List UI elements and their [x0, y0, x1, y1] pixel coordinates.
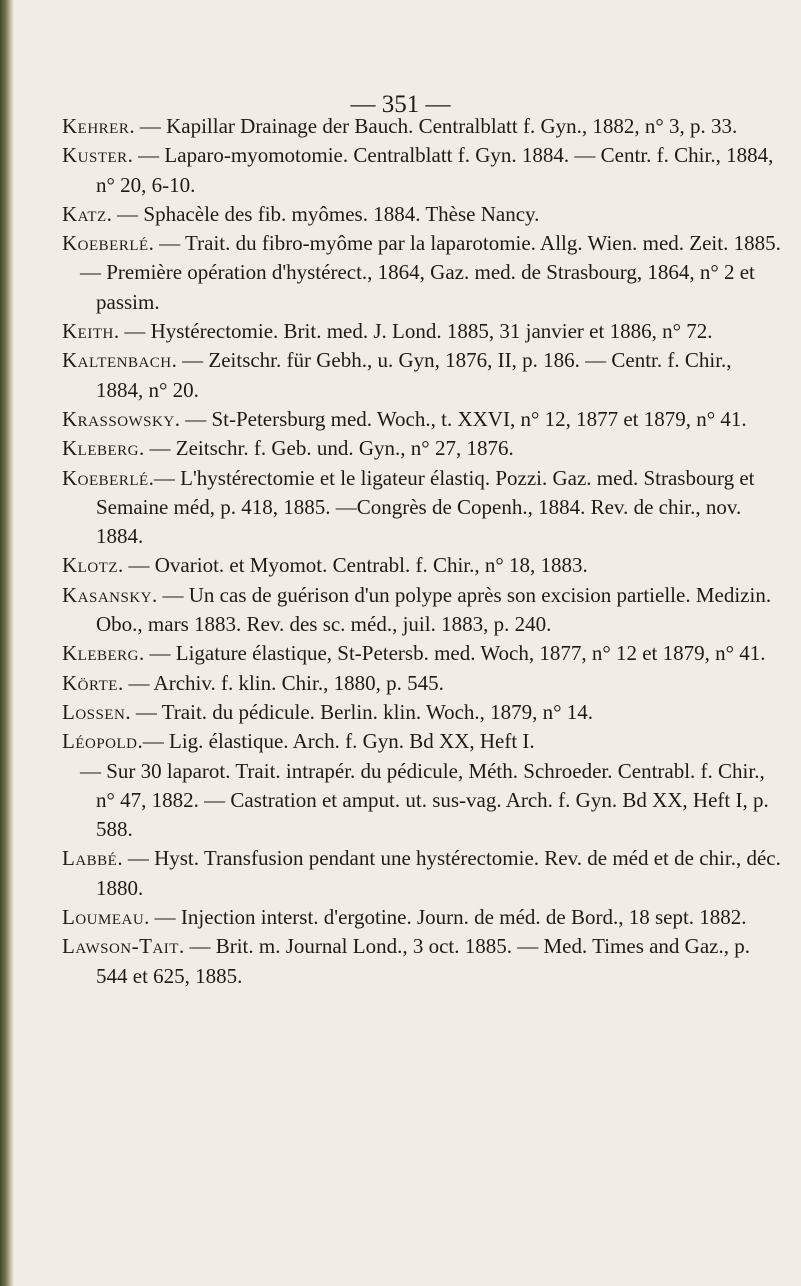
entry-author: Lawson-Tait: [62, 934, 179, 959]
entry-text: . — Trait. du pédicule. Berlin. klin. Woch., 1879, n° 14.: [125, 699, 594, 724]
bibliography-entry: [62, 844, 784, 903]
page-number: — 351 —: [350, 91, 451, 118]
bibliography-entry: [62, 141, 784, 200]
bibliography-entry: [62, 434, 784, 463]
entry-author: Koeberlé: [62, 231, 149, 256]
bibliography-list: [62, 112, 784, 991]
entry-text: . — Ligature élastique, St-Petersb. med. Woch, 1877, n° 12 et 1879, n° 41.: [139, 641, 766, 666]
bibliography-entry: [62, 229, 784, 258]
entry-author: Körte: [62, 670, 118, 695]
entry-text: .— Lig. élastique. Arch. f. Gyn. Bd XX, Heft I.: [137, 729, 535, 754]
entry-author: Kleberg: [62, 436, 139, 461]
bibliography-entry: [62, 639, 784, 668]
bibliography-entry: [62, 112, 784, 141]
entry-author: Keith: [62, 319, 114, 344]
bibliography-entry: [62, 903, 784, 932]
entry-text: . — Brit. m. Journal Lond., 3 oct. 1885. — Med. Times and Gaz., p. 544 et 625, 1885.: [96, 934, 750, 988]
entry-author: Lossen: [62, 699, 126, 724]
entry-text: . — Ovariot. et Myomot. Centrabl. f. Chir., n° 18, 1883.: [118, 553, 588, 578]
entry-text: . — Sphacèle des fib. myômes. 1884. Thèse Nancy.: [106, 201, 540, 226]
entry-text: — Sur 30 laparot. Trait. intrapér. du pédicule, Méth. Schroeder. Centrabl. f. Chir., n° 47, 1882. — Castration et amput. ut. sus-vag. Arch. f. Gyn. Bd XX, Heft I, p. 588.: [80, 758, 769, 842]
page-binding-edge: [0, 0, 14, 1286]
entry-author: Krassowsky: [62, 406, 175, 431]
entry-author: Kasansky: [62, 582, 153, 607]
bibliography-entry: [62, 698, 784, 727]
entry-text: .— L'hystérectomie et le ligateur élastiq. Pozzi. Gaz. med. Strasbourg et Semaine méd, p. 418, 1885. —Congrès de Copenh., 1884. Rev. de chir., nov. 1884.: [96, 465, 755, 549]
bibliography-entry: [62, 258, 784, 317]
entry-text: . — Archiv. f. klin. Chir., 1880, p. 545.: [117, 670, 444, 695]
entry-author: Labbé: [62, 846, 118, 871]
bibliography-entry: [62, 405, 784, 434]
entry-author: Loumeau: [62, 905, 145, 930]
entry-text: . — Zeitschr. für Gebh., u. Gyn, 1876, II, p. 186. — Centr. f. Chir., 1884, n° 20.: [96, 348, 732, 402]
bibliography-entry: [62, 669, 784, 698]
bibliography-entry: [62, 551, 784, 580]
entry-text: . — Hyst. Transfusion pendant une hystérectomie. Rev. de méd et de chir., déc. 1880.: [96, 846, 781, 900]
entry-text: . — Kapillar Drainage der Bauch. Centralblatt f. Gyn., 1882, n° 3, p. 33.: [129, 114, 738, 138]
bibliography-entry: [62, 464, 784, 552]
entry-text: . — Zeitschr. f. Geb. und. Gyn., n° 27, 1876.: [139, 436, 514, 461]
entry-author: Kuster: [62, 143, 128, 168]
entry-text: . — Injection interst. d'ergotine. Journ. de méd. de Bord., 18 sept. 1882.: [144, 905, 747, 930]
entry-text: . — Un cas de guérison d'un polype après son excision partielle. Medizin. Obo., mars 1883. Rev. des sc. méd., juil. 1883, p. 240.: [96, 582, 772, 637]
entry-text: . — Laparo-myomotomie. Centralblatt f. Gyn. 1884. — Centr. f. Chir., 1884, n° 20, 6-10.: [96, 143, 774, 197]
entry-author: Léopold: [62, 729, 138, 754]
bibliography-entry: [62, 757, 784, 845]
entry-text: . — St-Petersburg med. Woch., t. XXVI, n° 12, 1877 et 1879, n° 41.: [174, 406, 747, 431]
entry-author: Kehrer: [62, 114, 130, 138]
bibliography-entry: [62, 932, 784, 991]
bibliography-entry: [62, 346, 784, 405]
entry-text: — Première opération d'hystérect., 1864, Gaz. med. de Strasbourg, 1864, n° 2 et passim.: [80, 260, 755, 314]
entry-author: Katz: [62, 201, 107, 226]
entry-text: . — Trait. du fibro-myôme par la laparotomie. Allg. Wien. med. Zeit. 1885.: [148, 231, 781, 256]
bibliography-entry: [62, 200, 784, 229]
entry-author: Kaltenbach: [62, 348, 172, 373]
bibliography-entry: [62, 317, 784, 346]
entry-author: Kleberg: [62, 641, 139, 666]
bibliography-entry: [62, 581, 784, 640]
entry-author: Klotz: [62, 553, 118, 578]
entry-text: . — Hystérectomie. Brit. med. J. Lond. 1885, 31 janvier et 1886, n° 72.: [113, 319, 713, 344]
bibliography-entry: [62, 727, 784, 756]
entry-author: Koeberlé: [62, 465, 149, 490]
